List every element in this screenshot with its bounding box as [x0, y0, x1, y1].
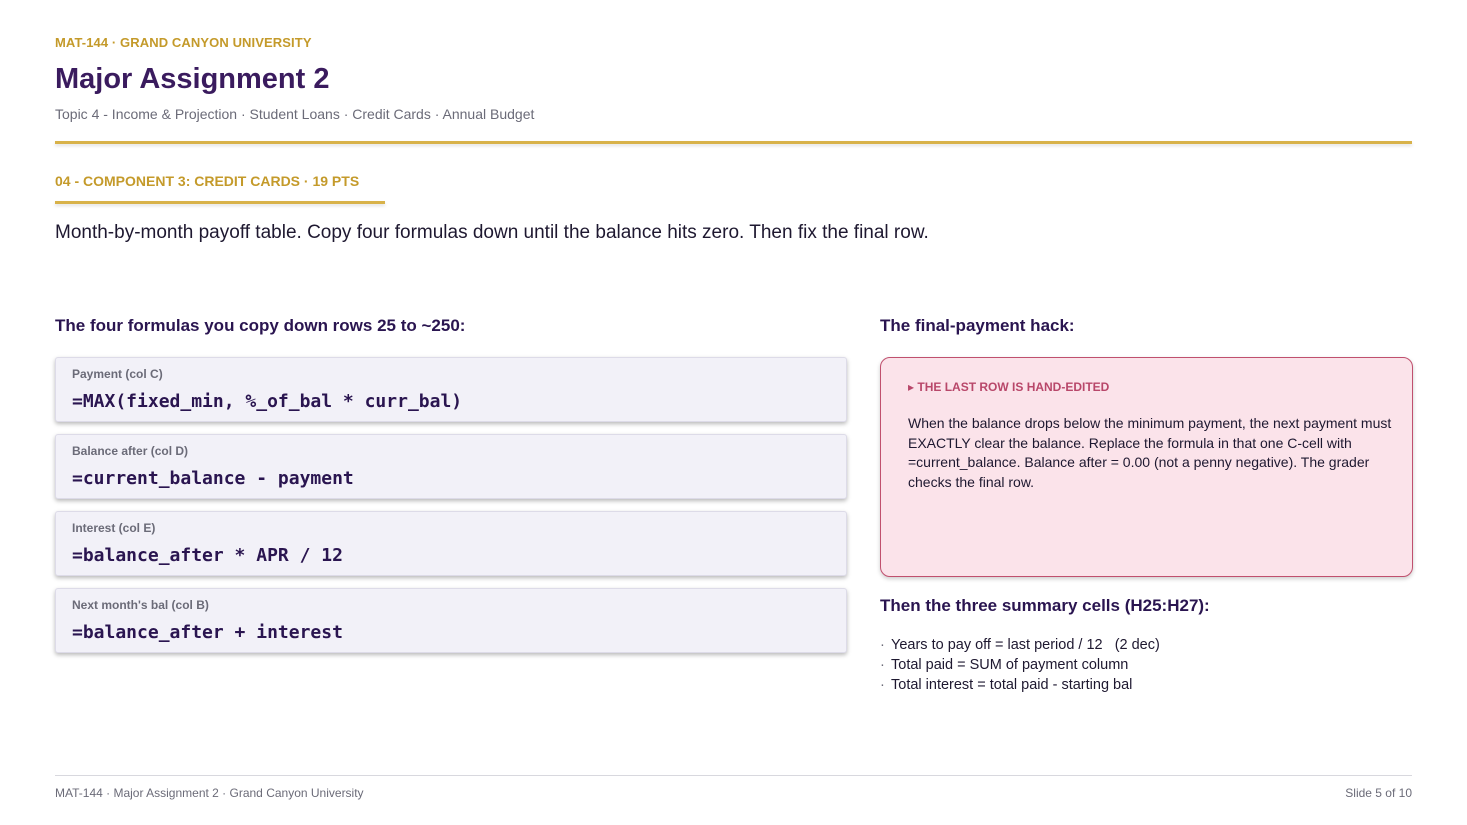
callout-body: When the balance drops below the minimum payment, the next payment must EXACTLY clear the balance. Replace the formula in that one C-cell with =current_balance. Balance after = 0.00 (not a penny negative). The grader checks the final row. [908, 415, 1392, 490]
formula-code: =balance_after + interest [72, 622, 343, 643]
header-divider [55, 141, 1412, 144]
slide-number: Slide 5 of 10 [1345, 786, 1412, 800]
list-item: · Years to pay off = last period / 12 (2 dec) [880, 637, 1160, 653]
course-kicker: MAT-144 · GRAND CANYON UNIVERSITY [55, 35, 312, 50]
section-divider [55, 201, 385, 204]
formula-card-next-balance [55, 588, 847, 653]
final-payment-heading: The final-payment hack: [880, 316, 1075, 335]
formula-label: Next month's bal (col B) [72, 598, 209, 612]
formula-card-payment [55, 357, 847, 422]
formula-card-interest [55, 511, 847, 576]
formulas-heading: The four formulas you copy down rows 25 to ~250: [55, 316, 466, 335]
section-label: 04 - COMPONENT 3: CREDIT CARDS · 19 PTS [55, 173, 360, 189]
bullet-icon: · [880, 657, 885, 673]
section-lead: Month-by-month payoff table. Copy four formulas down until the balance hits zero. Then fix the final row. [55, 222, 929, 243]
summary-heading: Then the three summary cells (H25:H27): [880, 596, 1210, 615]
footer-course-info: MAT-144 · Major Assignment 2 · Grand Canyon University [55, 786, 364, 800]
formula-label: Payment (col C) [72, 367, 163, 381]
bullet-icon: · [880, 637, 885, 653]
formula-label: Balance after (col D) [72, 444, 189, 458]
callout-label: ▸ THE LAST ROW IS HAND-EDITED [908, 380, 1110, 394]
formula-label: Interest (col E) [72, 521, 156, 535]
formula-code: =balance_after * APR / 12 [72, 545, 343, 566]
list-item: · Total interest = total paid - starting bal [880, 677, 1133, 693]
bullet-icon: · [880, 677, 885, 693]
footer-divider [55, 775, 1412, 776]
formula-code: =MAX(fixed_min, %_of_bal * curr_bal) [72, 391, 463, 412]
summary-list [880, 635, 1160, 695]
formula-card-balance-after [55, 434, 847, 499]
final-payment-callout [880, 357, 1413, 577]
formula-code: =current_balance - payment [72, 468, 354, 489]
list-item: · Total paid = SUM of payment column [880, 657, 1129, 673]
page-subtitle: Topic 4 - Income & Projection · Student Loans · Credit Cards · Annual Budget [55, 106, 535, 122]
page-title: Major Assignment 2 [55, 63, 330, 95]
